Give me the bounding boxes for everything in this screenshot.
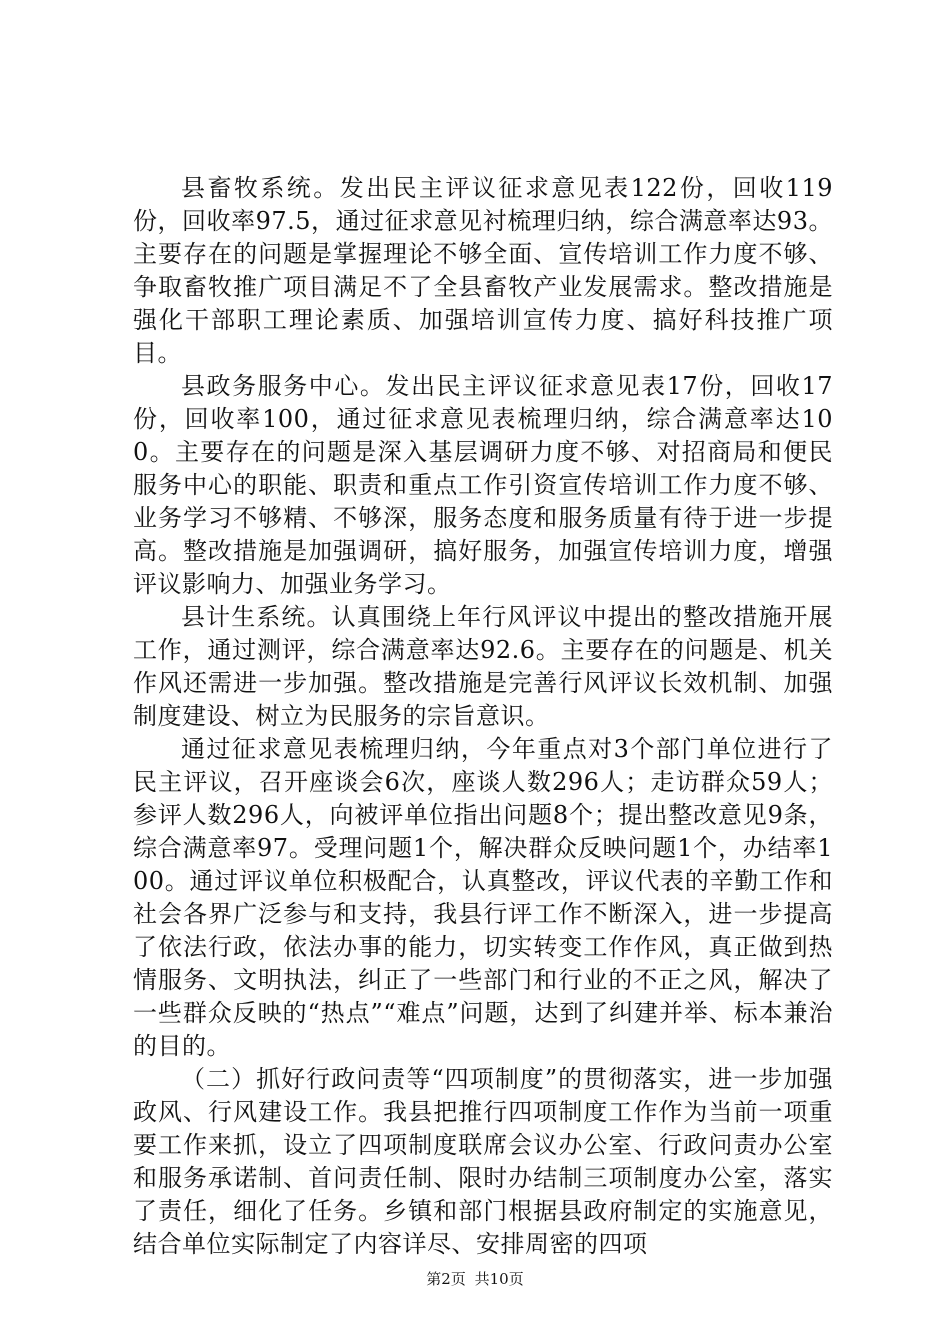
body-text — [133, 172, 833, 1261]
page-total: 共10页 — [474, 1270, 524, 1288]
paragraph-four-systems: （二）抓好行政问责等“四项制度”的贯彻落实，进一步加强政风、行风建设工作。我县把推行四项制度工作作为当前一项重要工作来抓，设立了四项制度联席会议办公室、行政问责办公室和服务承诺制、首问责任制、限时办结制三项制度办公室，落实了责任，细化了任务。乡镇和部门根据县政府制定的实施意见，结合单位实际制定了内容详尽、安排周密的四项 — [133, 1065, 833, 1258]
page-number: 第2页 — [426, 1270, 466, 1288]
paragraph-family-planning: 县计生系统。认真围绕上年行风评议中提出的整改措施开展工作，通过测评，综合满意率达92.6。主要存在的问题是、机关作风还需进一步加强。整改措施是完善行风评议长效机制、加强制度建设、树立为民服务的宗旨意识。 — [133, 603, 833, 730]
page-footer — [0, 1269, 950, 1289]
paragraph-government-service-center: 县政务服务中心。发出民主评议征求意见表17份，回收17份，回收率100，通过征求意见表梳理归纳，综合满意率达100。主要存在的问题是深入基层调研力度不够、对招商局和便民服务中心的职能、职责和重点工作引资宣传培训工作力度不够、业务学习不够精、不够深，服务态度和服务质量有待于进一步提高。整改措施是加强调研，搞好服务，加强宣传培训力度，增强评议影响力、加强业务学习。 — [133, 372, 833, 598]
paragraph-evaluation-summary: 通过征求意见表梳理归纳，今年重点对3个部门单位进行了民主评议，召开座谈会6次，座谈人数296人；走访群众59人；参评人数296人，向被评单位指出问题8个；提出整改意见9条，综合满意率97。受理问题1个，解决群众反映问题1个，办结率100。通过评议单位积极配合，认真整改，评议代表的辛勤工作和社会各界广泛参与和支持，我县行评工作不断深入，进一步提高了依法行政，依法办事的能力，切实转变工作作风，真正做到热情服务、文明执法，纠正了一些部门和行业的不正之风，解决了一些群众反映的“热点”“难点”问题，达到了纠建并举、标本兼治的目的。 — [133, 735, 833, 1060]
paragraph-animal-husbandry: 县畜牧系统。发出民主评议征求意见表122份，回收119份，回收率97.5，通过征求意见衬梳理归纳，综合满意率达93。主要存在的问题是掌握理论不够全面、宣传培训工作力度不够、争取畜牧推广项目满足不了全县畜牧产业发展需求。整改措施是强化干部职工理论素质、加强培训宣传力度、搞好科技推广项目。 — [133, 174, 833, 367]
